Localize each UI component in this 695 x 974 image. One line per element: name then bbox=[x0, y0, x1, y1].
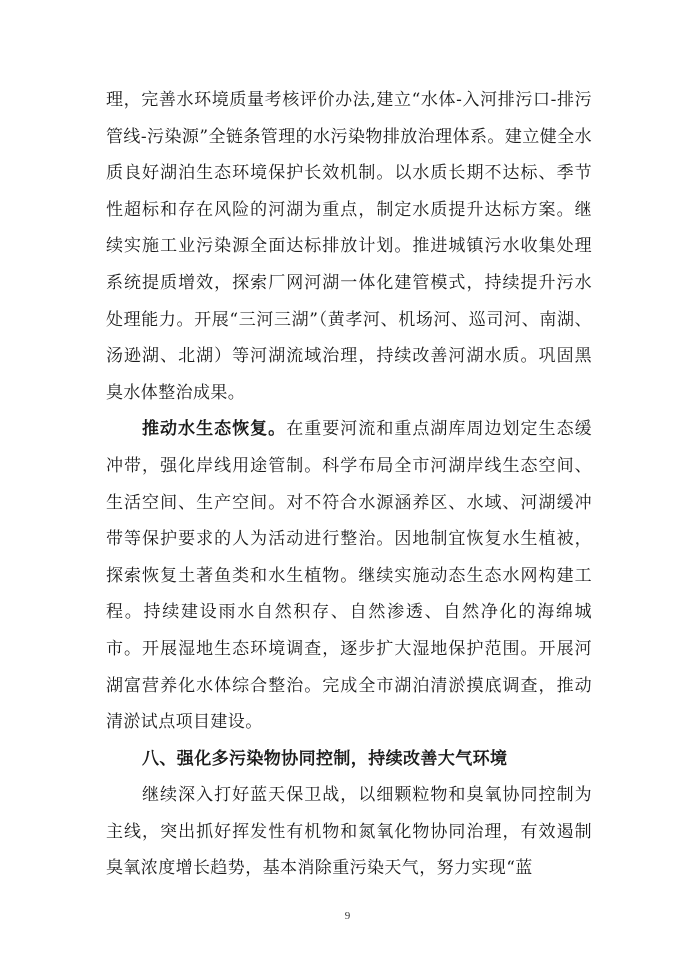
paragraph-water-governance bbox=[106, 82, 592, 411]
paragraph-text: 在重要河流和重点湖库周边划定生态缓冲带，强化岸线用途管制。科学布局全市河湖岸线生态空间、生活空间、生产空间。对不符合水源涵养区、水域、河湖缓冲带等保护要求的人为活动进行整治。因地制宜恢复水生植被，探索恢复土著鱼类和水生植物。继续实施动态生态水网构建工程。持续建设雨水自然积存、自然渗透、自然净化的海绵城市。开展湿地生态环境调查，逐步扩大湿地保护范围。开展河湖富营养化水体综合整治。完成全市湖泊清淤摸底调查，推动清淤试点项目建设。 bbox=[106, 419, 592, 733]
paragraph-water-ecology bbox=[106, 411, 592, 740]
paragraph-lead-title: 推动水生态恢复。 bbox=[142, 419, 287, 440]
paragraph-text: 继续深入打好蓝天保卫战，以细颗粒物和臭氧协同控制为主线，突出抓好挥发性有机物和氮氧化物协同治理，有效遏制臭氧浓度增长趋势，基本消除重污染天气，努力实现“蓝 bbox=[106, 785, 592, 879]
section-heading: 八、强化多污染物协同控制，持续改善大气环境 bbox=[142, 748, 508, 769]
page-number: 9 bbox=[344, 910, 351, 922]
paragraph-text: 理，完善水环境质量考核评价办法,建立“水体-入河排污口-排污管线-污染源”全链条管理的水污染物排放治理体系。建立健全水质良好湖泊生态环境保护长效机制。以水质长期不达标、季节性超标和存在风险的河湖为重点，制定水质提升达标方案。继续实施工业污染源全面达标排放计划。推进城镇污水收集处理系统提质增效，探索厂网河湖一体化建管模式，持续提升污水处理能力。开展“三河三湖”（黄孝河、机场河、巡司河、南湖、汤逊湖、北湖）等河湖流域治理，持续改善河湖水质。巩固黑臭水体整治成果。 bbox=[106, 90, 592, 403]
page-body bbox=[106, 82, 592, 887]
paragraph-air-quality bbox=[106, 777, 592, 887]
